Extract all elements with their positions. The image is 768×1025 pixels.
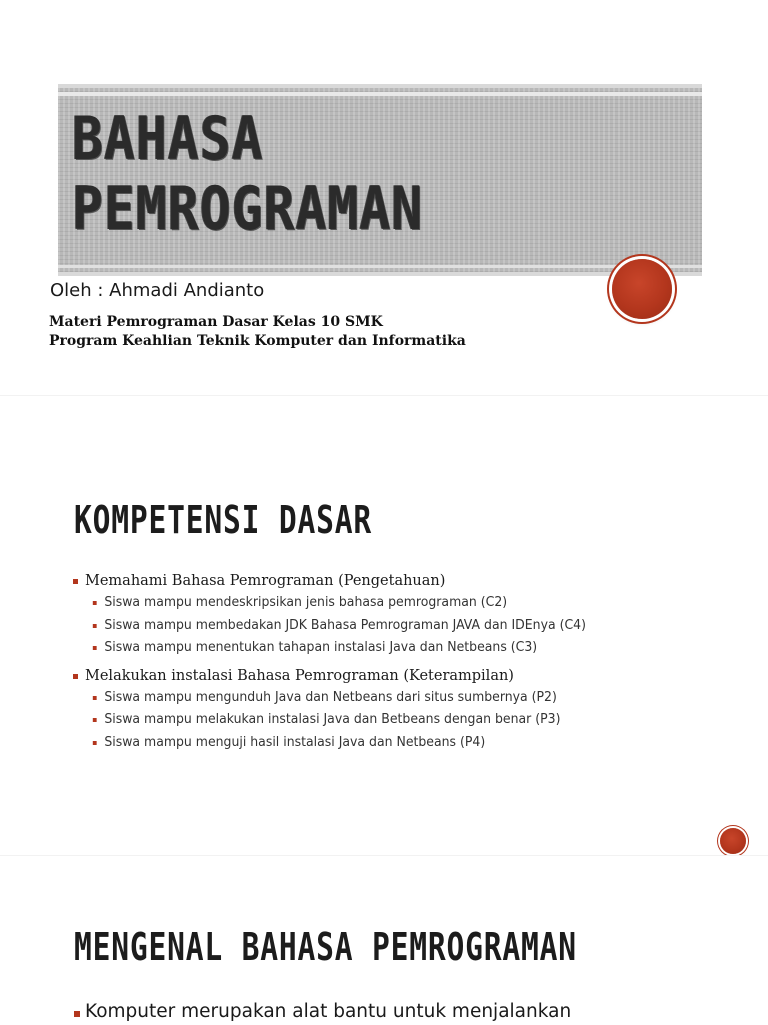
sub-bullet-item: Siswa mampu melakukan instalasi Java dan Betbeans dengan benar (P3) (88, 709, 586, 732)
sub-bullet-item: Siswa mampu menguji hasil instalasi Java dan Netbeans (P4) (88, 732, 586, 755)
subtitle (49, 313, 466, 351)
page-title (72, 104, 423, 244)
sub-bullet-item: Siswa mampu mengunduh Java dan Netbeans dari situs sumbernya (P2) (88, 687, 586, 710)
slide-heading: MENGENAL BAHASA PEMROGRAMAN (74, 925, 577, 969)
banner-strip-top (58, 92, 702, 96)
title-banner (58, 84, 702, 276)
bullet-item: Komputer merupakan alat bantu untuk menjalankan (72, 1001, 571, 1022)
author-line: Oleh : Ahmadi Andianto (50, 280, 265, 301)
banner-strip-bottom (58, 265, 702, 268)
title-line-1: BAHASA (72, 104, 264, 174)
bullet-text: Melakukan instalasi Bahasa Pemrograman (Keterampilan) (85, 667, 514, 684)
bullet-item (72, 571, 607, 660)
subtitle-line-1: Materi Pemrograman Dasar Kelas 10 SMK (49, 314, 383, 330)
bullet-list (72, 571, 607, 754)
bullet-text: Memahami Bahasa Pemrograman (Pengetahuan) (85, 573, 446, 589)
slide-heading: KOMPETENSI DASAR (74, 498, 372, 542)
sub-bullet-item: Siswa mampu menentukan tahapan instalasi Java dan Netbeans (C3) (88, 637, 586, 660)
sub-bullet-item: Siswa mampu mendeskripsikan jenis bahasa pemrograman (C2) (88, 592, 586, 615)
decorative-orb (612, 259, 672, 319)
bullet-item (72, 666, 607, 755)
slide-mengenal-bahasa (0, 855, 768, 1025)
title-line-2: PEMROGRAMAN (72, 174, 424, 244)
subtitle-line-2: Program Keahlian Teknik Komputer dan Informatika (49, 333, 466, 349)
sub-bullet-item: Siswa mampu membedakan JDK Bahasa Pemrograman JAVA dan IDEnya (C4) (88, 615, 586, 638)
slide-kompetensi-dasar (0, 395, 768, 856)
sub-bullet-list (85, 687, 607, 755)
sub-bullet-list (85, 592, 607, 660)
slide-title (0, 0, 768, 395)
decorative-orb (720, 828, 746, 854)
